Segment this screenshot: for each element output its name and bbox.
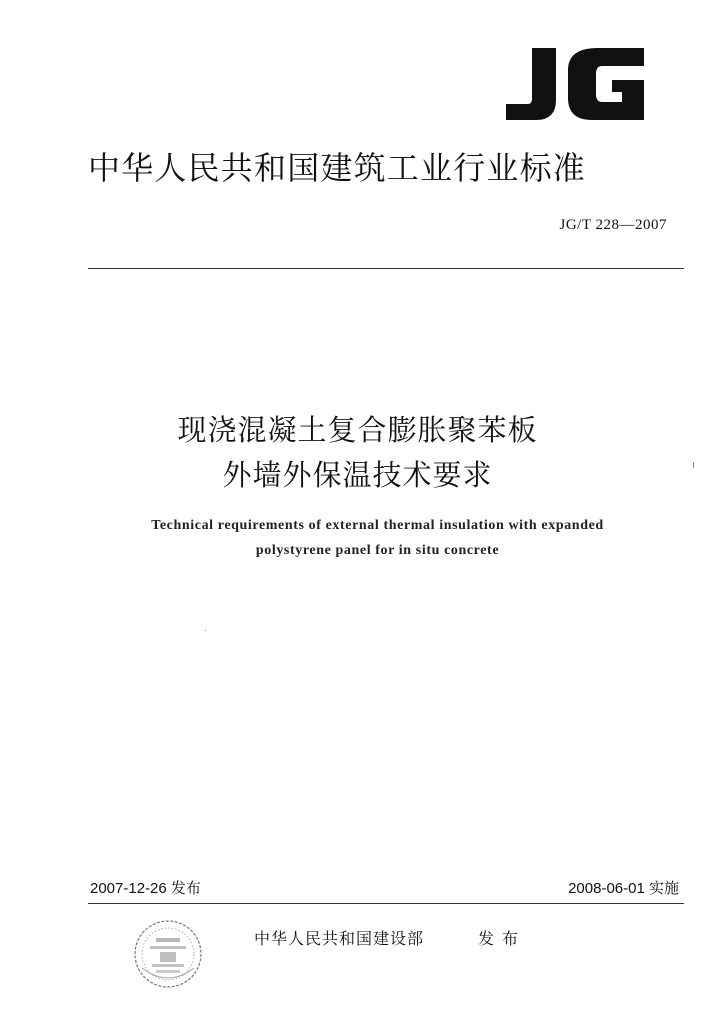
jg-logo [498, 44, 646, 124]
standard-code: JG/T 228—2007 [559, 217, 667, 233]
publish-label: 发布 [478, 929, 527, 948]
chinese-title-line-1: 现浇混凝土复合膨胀聚苯板 [177, 413, 538, 447]
header-divider [88, 268, 684, 269]
standard-category-title: 中华人民共和国建筑工业行业标准 [88, 149, 587, 187]
scan-speck [693, 462, 694, 468]
footer-divider [88, 903, 684, 904]
issue-date: 2007-12-26 发布 [90, 880, 201, 897]
english-title-line-2: polystyrene panel for in situ concrete [255, 543, 500, 558]
english-title-line-1: Technical requirements of external thermal insulation with expanded [151, 518, 604, 533]
implementation-date: 2008-06-01 实施 [568, 880, 679, 897]
official-seal-stamp [132, 918, 204, 990]
chinese-title-line-2: 外墙外保温技术要求 [222, 458, 493, 492]
publishing-authority: 中华人民共和国建设部 [254, 929, 425, 948]
scan-speck [205, 630, 206, 631]
